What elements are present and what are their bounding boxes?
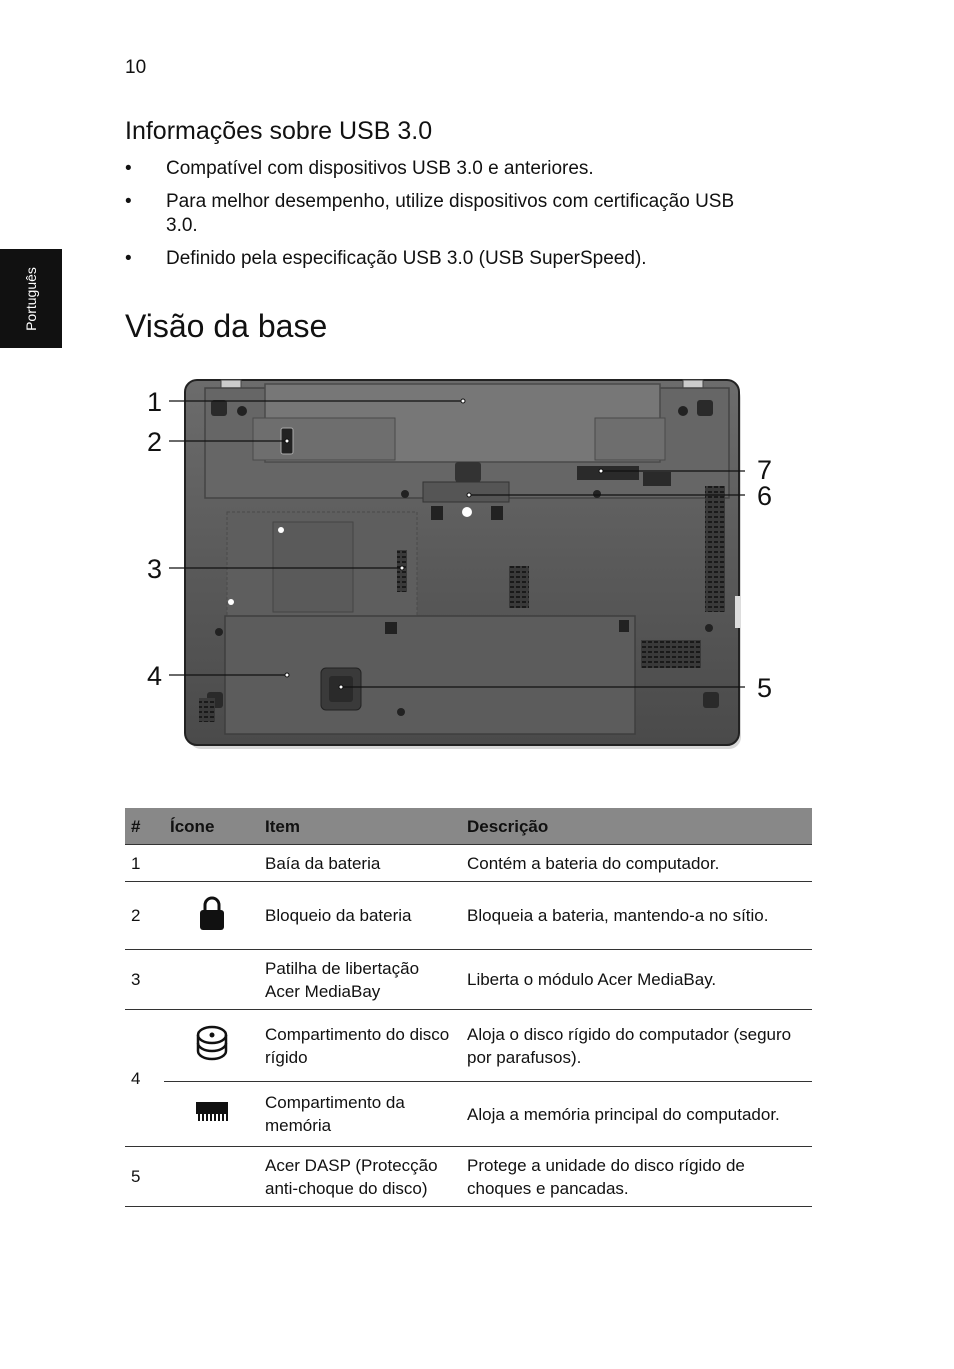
- callout-2: 2: [147, 427, 163, 457]
- usb-bullet-list: [125, 157, 765, 280]
- list-item: [125, 157, 765, 181]
- list-item: [125, 190, 765, 238]
- callout-4: 4: [147, 661, 163, 691]
- bullet-symbol: •: [125, 248, 132, 269]
- row-number: 3: [125, 950, 164, 1010]
- row-description: Liberta o módulo Acer MediaBay.: [461, 950, 812, 1010]
- header-item: Item: [259, 808, 461, 845]
- callout-5: 5: [757, 673, 773, 703]
- callout-3: 3: [147, 554, 163, 584]
- row-number: 5: [125, 1147, 164, 1207]
- row-item: Baía da bateria: [259, 845, 461, 882]
- battery-lock-icon: [198, 895, 226, 931]
- table-row: [125, 950, 812, 1010]
- bullet-symbol: •: [125, 158, 132, 179]
- hard-disk-icon: [195, 1025, 229, 1061]
- memory-icon: [194, 1098, 230, 1124]
- row-item: Patilha de libertação Acer MediaBay: [259, 950, 461, 1010]
- row-item: Acer DASP (Protecção anti-choque do disco): [259, 1147, 461, 1207]
- laptop-base-diagram: [125, 370, 815, 765]
- usb-section-title: Informações sobre USB 3.0: [125, 117, 433, 145]
- language-tab-label: Português: [23, 266, 39, 331]
- table-row: [125, 1010, 812, 1082]
- row-item: Compartimento do disco rígido: [259, 1010, 461, 1082]
- bullet-symbol: •: [125, 191, 132, 212]
- table-row: [125, 1147, 812, 1207]
- row-item: Bloqueio da bateria: [259, 882, 461, 950]
- header-description: Descrição: [461, 808, 812, 845]
- row-number: 2: [125, 882, 164, 950]
- row-description: Aloja o disco rígido do computador (seguro por parafusos).: [461, 1010, 812, 1082]
- page-number: 10: [125, 57, 147, 78]
- table-row: [125, 1082, 812, 1147]
- header-icon: Ícone: [164, 808, 259, 845]
- row-description: Contém a bateria do computador.: [461, 845, 812, 882]
- row-description: Protege a unidade do disco rígido de choques e pancadas.: [461, 1147, 812, 1207]
- row-number: 1: [125, 845, 164, 882]
- list-item-text: Definido pela especificação USB 3.0 (USB SuperSpeed).: [166, 248, 647, 269]
- list-item-text: Compatível com dispositivos USB 3.0 e anteriores.: [166, 158, 594, 179]
- row-description: Bloqueia a bateria, mantendo-a no sítio.: [461, 882, 812, 950]
- row-description: Aloja a memória principal do computador.: [461, 1082, 812, 1147]
- row-item: Compartimento da memória: [259, 1082, 461, 1147]
- row-number: 4: [125, 1010, 164, 1147]
- callout-7: 7: [757, 455, 773, 485]
- base-components-table: [125, 808, 812, 1207]
- base-view-title: Visão da base: [125, 308, 328, 344]
- table-header-row: [125, 808, 812, 845]
- table-row: [125, 845, 812, 882]
- language-tab: [0, 249, 62, 348]
- list-item-text: Para melhor desempenho, utilize dispositivos com certificação USB 3.0.: [166, 191, 735, 236]
- callout-6: 6: [757, 481, 773, 511]
- laptop-base-drawing: [185, 380, 741, 749]
- list-item: [125, 247, 765, 271]
- table-row: [125, 882, 812, 950]
- callout-1: 1: [147, 387, 163, 417]
- header-number: #: [125, 808, 164, 845]
